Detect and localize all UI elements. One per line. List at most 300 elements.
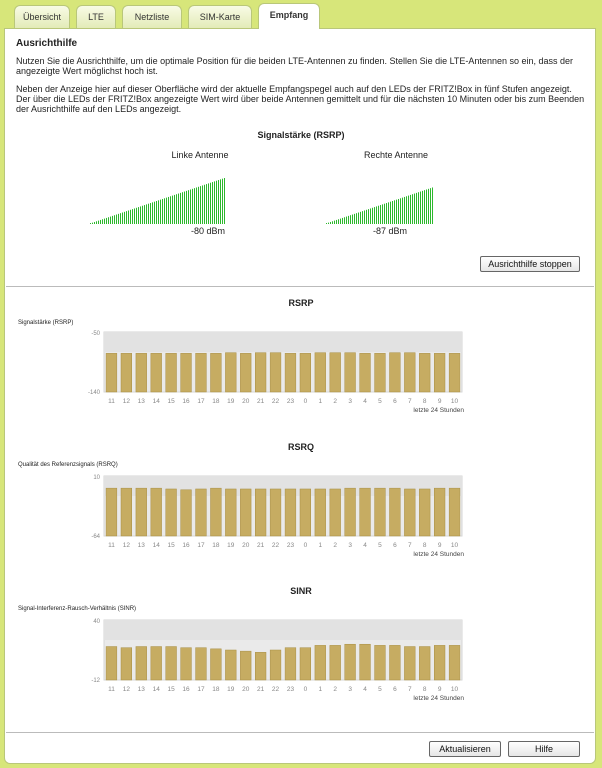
bar bbox=[449, 488, 460, 536]
chart-rsrq bbox=[0, 470, 602, 560]
bar bbox=[270, 353, 281, 392]
signal-level-line bbox=[334, 221, 335, 224]
bar bbox=[196, 489, 207, 536]
footer-divider bbox=[6, 732, 594, 733]
signal-level-line bbox=[196, 187, 197, 224]
x-tick-label: 8 bbox=[422, 542, 427, 549]
bar bbox=[240, 651, 251, 680]
signal-level-line bbox=[158, 200, 159, 224]
x-axis-label: letzte 24 Stunden bbox=[413, 407, 464, 414]
signal-level-line bbox=[120, 213, 121, 224]
signal-level-line bbox=[430, 188, 431, 224]
x-tick-label: 13 bbox=[137, 686, 145, 693]
x-tick-label: 4 bbox=[363, 398, 367, 405]
x-tick-label: 7 bbox=[407, 398, 412, 405]
signal-level-line bbox=[194, 188, 195, 224]
signal-level-line bbox=[216, 181, 217, 224]
signal-level-line bbox=[346, 217, 347, 224]
x-tick-label: 1 bbox=[318, 542, 323, 549]
x-tick-label: 16 bbox=[182, 398, 190, 405]
x-tick-label: 17 bbox=[197, 398, 205, 405]
signal-level-line bbox=[414, 194, 415, 224]
bar bbox=[360, 644, 371, 680]
x-tick-label: 22 bbox=[271, 686, 280, 693]
x-tick-label: 3 bbox=[348, 542, 352, 549]
signal-level-line bbox=[370, 208, 371, 224]
bar bbox=[434, 645, 445, 680]
bar bbox=[181, 648, 192, 680]
right-antenna-meter bbox=[326, 178, 462, 224]
x-tick-label: 20 bbox=[242, 686, 250, 693]
bar bbox=[330, 353, 341, 392]
signal-level-line bbox=[362, 211, 363, 224]
signal-level-line bbox=[160, 200, 161, 224]
signal-level-line bbox=[202, 185, 203, 224]
chart-rsrp bbox=[0, 326, 602, 416]
signal-level-line bbox=[410, 195, 411, 224]
x-tick-label: 5 bbox=[378, 542, 382, 549]
signal-level-line bbox=[426, 190, 427, 225]
x-tick-label: 5 bbox=[378, 686, 382, 693]
chart-ylabel-rsrp: Signalstärke (RSRP) bbox=[18, 320, 74, 326]
signal-level-line bbox=[356, 213, 357, 224]
bar bbox=[136, 353, 147, 392]
x-tick-label: 0 bbox=[303, 542, 308, 549]
bar bbox=[285, 353, 296, 392]
chart-sinr bbox=[0, 614, 602, 704]
signal-level-line bbox=[422, 191, 423, 224]
signal-level-line bbox=[374, 207, 375, 224]
x-axis-label: letzte 24 Stunden bbox=[413, 551, 464, 558]
x-tick-label: 9 bbox=[437, 542, 442, 549]
signal-level-line bbox=[102, 219, 103, 224]
signal-level-line bbox=[178, 194, 179, 224]
x-tick-label: 5 bbox=[378, 398, 382, 405]
bar bbox=[300, 353, 311, 392]
bar bbox=[121, 648, 132, 680]
right-antenna-value: -87 dBm bbox=[372, 226, 407, 236]
bar bbox=[151, 353, 162, 392]
x-tick-label: 1 bbox=[318, 686, 323, 693]
signal-level-line bbox=[388, 202, 389, 224]
bar bbox=[330, 645, 341, 680]
signal-level-line bbox=[376, 206, 377, 224]
signal-level-line bbox=[208, 183, 209, 224]
signal-level-line bbox=[176, 194, 177, 224]
signal-level-line bbox=[108, 217, 109, 224]
x-tick-label: 8 bbox=[422, 686, 427, 693]
bar bbox=[449, 645, 460, 680]
x-tick-label: 10 bbox=[450, 686, 459, 693]
bar bbox=[300, 489, 311, 536]
signal-level-line bbox=[394, 200, 395, 224]
signal-level-line bbox=[366, 210, 367, 224]
bar bbox=[211, 488, 222, 536]
y-tick-max: 40 bbox=[93, 619, 100, 625]
bar bbox=[375, 353, 386, 392]
bar bbox=[419, 489, 430, 536]
x-tick-label: 11 bbox=[108, 398, 115, 405]
signal-level-line bbox=[428, 189, 429, 224]
signal-level-line bbox=[124, 212, 125, 224]
signal-level-line bbox=[330, 222, 331, 224]
y-tick-min: -12 bbox=[91, 678, 100, 684]
signal-level-line bbox=[90, 223, 91, 224]
bar bbox=[434, 488, 445, 536]
signal-level-line bbox=[380, 205, 381, 224]
signal-level-line bbox=[404, 197, 405, 224]
x-tick-label: 6 bbox=[393, 686, 397, 693]
bar bbox=[434, 353, 445, 392]
bar bbox=[255, 353, 266, 392]
bar bbox=[390, 645, 401, 680]
signal-level-line bbox=[138, 207, 139, 224]
bar bbox=[285, 489, 296, 536]
signal-level-line bbox=[220, 179, 221, 224]
x-tick-label: 3 bbox=[348, 686, 352, 693]
bar bbox=[285, 648, 296, 680]
bar bbox=[315, 489, 326, 536]
signal-level-line bbox=[352, 215, 353, 224]
x-tick-label: 7 bbox=[407, 542, 412, 549]
bar bbox=[375, 488, 386, 536]
signal-level-line bbox=[112, 216, 113, 224]
signal-level-line bbox=[190, 190, 191, 225]
chart-ylabel-sinr: Signal-Interferenz-Rausch-Verhältnis (SINR) bbox=[18, 606, 137, 612]
x-tick-label: 7 bbox=[407, 686, 412, 693]
tab-empfang[interactable]: Empfang bbox=[258, 3, 320, 29]
x-tick-label: 22 bbox=[271, 542, 280, 549]
chart-title-rsrp: RSRP bbox=[288, 298, 314, 308]
bar bbox=[345, 488, 356, 536]
x-tick-label: 14 bbox=[152, 686, 160, 693]
x-tick-label: 23 bbox=[286, 398, 295, 405]
x-tick-label: 8 bbox=[422, 398, 427, 405]
signal-level-line bbox=[338, 219, 339, 224]
signal-level-line bbox=[180, 193, 181, 224]
signal-level-line bbox=[420, 192, 421, 224]
signal-level-line bbox=[210, 183, 211, 224]
signal-level-line bbox=[184, 192, 185, 224]
signal-level-line bbox=[396, 200, 397, 224]
x-tick-label: 15 bbox=[167, 686, 175, 693]
signal-level-line bbox=[172, 196, 173, 224]
stop-alignment-button[interactable]: Ausrichthilfe stoppen bbox=[480, 256, 580, 272]
refresh-button[interactable]: Aktualisieren bbox=[429, 741, 501, 757]
y-tick-min: -140 bbox=[87, 390, 100, 396]
tab-lte[interactable]: LTE bbox=[76, 5, 116, 28]
signal-level-line bbox=[192, 189, 193, 224]
signal-level-line bbox=[354, 214, 355, 224]
x-tick-label: 2 bbox=[333, 398, 338, 405]
signal-level-line bbox=[326, 223, 327, 224]
signal-level-line bbox=[162, 199, 163, 224]
signal-level-line bbox=[344, 217, 345, 224]
bar bbox=[240, 489, 251, 536]
x-tick-label: 19 bbox=[227, 686, 235, 693]
help-button[interactable]: Hilfe bbox=[508, 741, 580, 757]
signal-level-line bbox=[186, 191, 187, 224]
signal-level-line bbox=[174, 195, 175, 224]
bar bbox=[255, 489, 266, 536]
bar bbox=[225, 353, 236, 392]
bar bbox=[345, 353, 356, 392]
bar bbox=[419, 353, 430, 392]
x-tick-label: 4 bbox=[363, 542, 367, 549]
x-tick-label: 21 bbox=[257, 542, 265, 549]
signal-level-line bbox=[398, 199, 399, 224]
x-tick-label: 14 bbox=[152, 542, 160, 549]
left-antenna-label: Linke Antenne bbox=[171, 150, 229, 160]
signal-level-line bbox=[358, 213, 359, 225]
bar bbox=[196, 648, 207, 680]
x-tick-label: 12 bbox=[122, 398, 130, 405]
bar bbox=[181, 490, 192, 536]
chart-ylabel-rsrq: Qualität des Referenzsignals (RSRQ) bbox=[18, 462, 118, 468]
x-tick-label: 23 bbox=[286, 542, 295, 549]
signal-level-line bbox=[408, 196, 409, 224]
bar bbox=[404, 489, 415, 536]
signal-level-line bbox=[424, 190, 425, 224]
signal-level-line bbox=[350, 215, 351, 224]
signal-level-line bbox=[212, 182, 213, 224]
signal-level-line bbox=[382, 204, 383, 224]
signal-level-line bbox=[432, 187, 433, 224]
x-tick-label: 13 bbox=[137, 542, 145, 549]
signal-level-line bbox=[122, 213, 123, 225]
signal-level-line bbox=[342, 218, 343, 224]
signal-level-line bbox=[206, 184, 207, 224]
bar bbox=[225, 489, 236, 536]
bar bbox=[345, 644, 356, 680]
bar bbox=[270, 489, 281, 536]
bar bbox=[211, 353, 222, 392]
left-antenna-meter bbox=[90, 178, 226, 224]
bar bbox=[136, 647, 147, 680]
signal-level-line bbox=[224, 178, 225, 224]
bar bbox=[121, 353, 132, 392]
intro-paragraph: Nutzen Sie die Ausrichthilfe, um die optimale Position für die beiden LTE-Antennen zu finden. Stellen Sie die LTE-Antennen so ein, dass der angezeigte Wert möglichst hoch ist. bbox=[16, 56, 573, 76]
x-tick-label: 15 bbox=[167, 398, 175, 405]
signal-level-line bbox=[148, 204, 149, 224]
signal-level-line bbox=[336, 220, 337, 224]
signal-level-line bbox=[156, 201, 157, 224]
signal-level-line bbox=[378, 206, 379, 224]
signal-level-line bbox=[146, 204, 147, 224]
signal-level-line bbox=[154, 202, 155, 224]
signal-level-line bbox=[94, 222, 95, 224]
signal-level-line bbox=[332, 221, 333, 224]
x-tick-label: 9 bbox=[437, 398, 442, 405]
x-tick-label: 11 bbox=[108, 686, 115, 693]
signal-level-line bbox=[418, 192, 419, 224]
bar bbox=[151, 488, 162, 536]
x-tick-label: 11 bbox=[108, 542, 115, 549]
bar bbox=[211, 649, 222, 680]
bar bbox=[360, 353, 371, 392]
x-axis-label: letzte 24 Stunden bbox=[413, 695, 464, 702]
signal-level-line bbox=[150, 203, 151, 224]
signal-level-line bbox=[392, 201, 393, 224]
signal-level-line bbox=[218, 180, 219, 224]
signal-level-line bbox=[118, 214, 119, 224]
signal-level-line bbox=[164, 198, 165, 224]
signal-level-line bbox=[152, 202, 153, 224]
bar bbox=[196, 353, 207, 392]
x-tick-label: 21 bbox=[257, 398, 265, 405]
bar bbox=[300, 648, 311, 680]
divider bbox=[6, 286, 594, 287]
bar bbox=[166, 489, 177, 536]
bar bbox=[404, 353, 415, 392]
signal-level-line bbox=[384, 204, 385, 224]
signal-level-line bbox=[328, 223, 329, 224]
bar bbox=[181, 353, 192, 392]
chart-title-rsrq: RSRQ bbox=[287, 442, 314, 452]
signal-level-line bbox=[168, 197, 169, 224]
x-tick-label: 16 bbox=[182, 542, 190, 549]
x-tick-label: 18 bbox=[212, 686, 220, 693]
signal-level-line bbox=[92, 223, 93, 224]
tab-sim-karte[interactable]: SIM-Karte bbox=[188, 5, 252, 28]
plot-band bbox=[104, 332, 462, 352]
signal-level-line bbox=[348, 216, 349, 224]
signal-level-line bbox=[368, 209, 369, 224]
x-tick-label: 14 bbox=[152, 398, 160, 405]
tab-uebersicht[interactable]: Übersicht bbox=[14, 5, 70, 28]
x-tick-label: 20 bbox=[242, 398, 250, 405]
signal-level-line bbox=[110, 217, 111, 224]
left-antenna-value: -80 dBm bbox=[190, 226, 225, 236]
signal-level-line bbox=[200, 186, 201, 224]
x-tick-label: 18 bbox=[212, 398, 220, 405]
signal-level-line bbox=[132, 209, 133, 224]
x-tick-label: 20 bbox=[242, 542, 250, 549]
x-tick-label: 22 bbox=[271, 398, 280, 405]
bar bbox=[404, 647, 415, 680]
chart-title-sinr: SINR bbox=[290, 586, 312, 596]
x-tick-label: 23 bbox=[286, 686, 295, 693]
bar bbox=[166, 353, 177, 392]
led-paragraph: Neben der Anzeige hier auf dieser Oberfläche wird der aktuelle Empfangspegel auch auf den LEDs der FRITZ!Box in fünf Stufen angezeigt. Der über die LEDs der FRITZ!Box angezeigte Wert wird über beide Antennen gemittelt und für die nächsten 10 Minuten oder bis zum Beenden der Ausrichthilfe auf den LEDs angezeigt. bbox=[16, 84, 585, 114]
y-tick-min: -64 bbox=[91, 534, 100, 540]
bar bbox=[375, 645, 386, 680]
x-tick-label: 4 bbox=[363, 686, 367, 693]
signal-level-line bbox=[140, 206, 141, 224]
x-tick-label: 12 bbox=[122, 542, 130, 549]
bar bbox=[106, 488, 117, 536]
signal-level-line bbox=[214, 181, 215, 224]
y-tick-max: 10 bbox=[93, 475, 100, 481]
bar bbox=[315, 645, 326, 680]
tab-netzliste[interactable]: Netzliste bbox=[122, 5, 182, 28]
x-tick-label: 3 bbox=[348, 398, 352, 405]
signal-level-line bbox=[116, 215, 117, 224]
x-tick-label: 19 bbox=[227, 542, 235, 549]
x-tick-label: 1 bbox=[318, 398, 323, 405]
signal-level-line bbox=[130, 210, 131, 224]
signal-level-line bbox=[114, 215, 115, 224]
x-tick-label: 6 bbox=[393, 398, 397, 405]
bar bbox=[449, 353, 460, 392]
bar bbox=[330, 489, 341, 536]
x-tick-label: 0 bbox=[303, 686, 308, 693]
x-tick-label: 15 bbox=[167, 542, 175, 549]
signal-level-line bbox=[198, 187, 199, 224]
bar bbox=[121, 488, 132, 536]
signal-level-line bbox=[182, 192, 183, 224]
bar bbox=[106, 647, 117, 680]
x-tick-label: 0 bbox=[303, 398, 308, 405]
signal-level-line bbox=[128, 210, 129, 224]
x-tick-label: 21 bbox=[257, 686, 265, 693]
bar bbox=[270, 650, 281, 680]
signal-level-line bbox=[106, 218, 107, 224]
bar bbox=[315, 353, 326, 392]
y-tick-max: -50 bbox=[91, 331, 100, 337]
bar bbox=[240, 353, 251, 392]
x-tick-label: 12 bbox=[122, 686, 130, 693]
bar bbox=[225, 650, 236, 680]
x-tick-label: 19 bbox=[227, 398, 235, 405]
signal-level-line bbox=[166, 198, 167, 224]
x-tick-label: 6 bbox=[393, 542, 397, 549]
right-antenna-label: Rechte Antenne bbox=[363, 150, 429, 160]
signal-level-line bbox=[386, 203, 387, 224]
bar bbox=[390, 353, 401, 392]
bar bbox=[360, 488, 371, 536]
signal-level-line bbox=[142, 206, 143, 224]
x-tick-label: 18 bbox=[212, 542, 220, 549]
signal-level-line bbox=[372, 208, 373, 224]
x-tick-label: 2 bbox=[333, 686, 338, 693]
x-tick-label: 13 bbox=[137, 398, 145, 405]
x-tick-label: 2 bbox=[333, 542, 338, 549]
x-tick-label: 17 bbox=[197, 686, 205, 693]
signal-level-line bbox=[412, 194, 413, 224]
bar bbox=[390, 488, 401, 536]
signal-level-line bbox=[100, 220, 101, 224]
signal-level-line bbox=[96, 221, 97, 224]
x-tick-label: 16 bbox=[182, 686, 190, 693]
x-tick-label: 10 bbox=[450, 542, 459, 549]
signal-level-line bbox=[390, 202, 391, 224]
signal-level-line bbox=[170, 196, 171, 224]
signal-title: Signalstärke (RSRP) bbox=[257, 130, 345, 140]
bar bbox=[106, 353, 117, 392]
signal-level-line bbox=[416, 193, 417, 224]
signal-level-line bbox=[340, 219, 341, 224]
signal-level-line bbox=[364, 210, 365, 224]
section-title: Ausrichthilfe bbox=[16, 38, 78, 49]
bar bbox=[151, 647, 162, 680]
signal-level-line bbox=[222, 179, 223, 224]
bar bbox=[166, 647, 177, 680]
signal-level-line bbox=[188, 190, 189, 224]
bar bbox=[419, 647, 430, 680]
signal-level-line bbox=[126, 211, 127, 224]
signal-level-line bbox=[136, 208, 137, 224]
signal-level-line bbox=[360, 212, 361, 224]
signal-level-line bbox=[400, 198, 401, 224]
signal-level-line bbox=[98, 221, 99, 224]
signal-level-line bbox=[144, 205, 145, 224]
signal-level-line bbox=[402, 198, 403, 224]
bar bbox=[136, 488, 147, 536]
signal-level-line bbox=[134, 208, 135, 224]
x-tick-label: 17 bbox=[197, 542, 205, 549]
signal-level-line bbox=[204, 185, 205, 224]
